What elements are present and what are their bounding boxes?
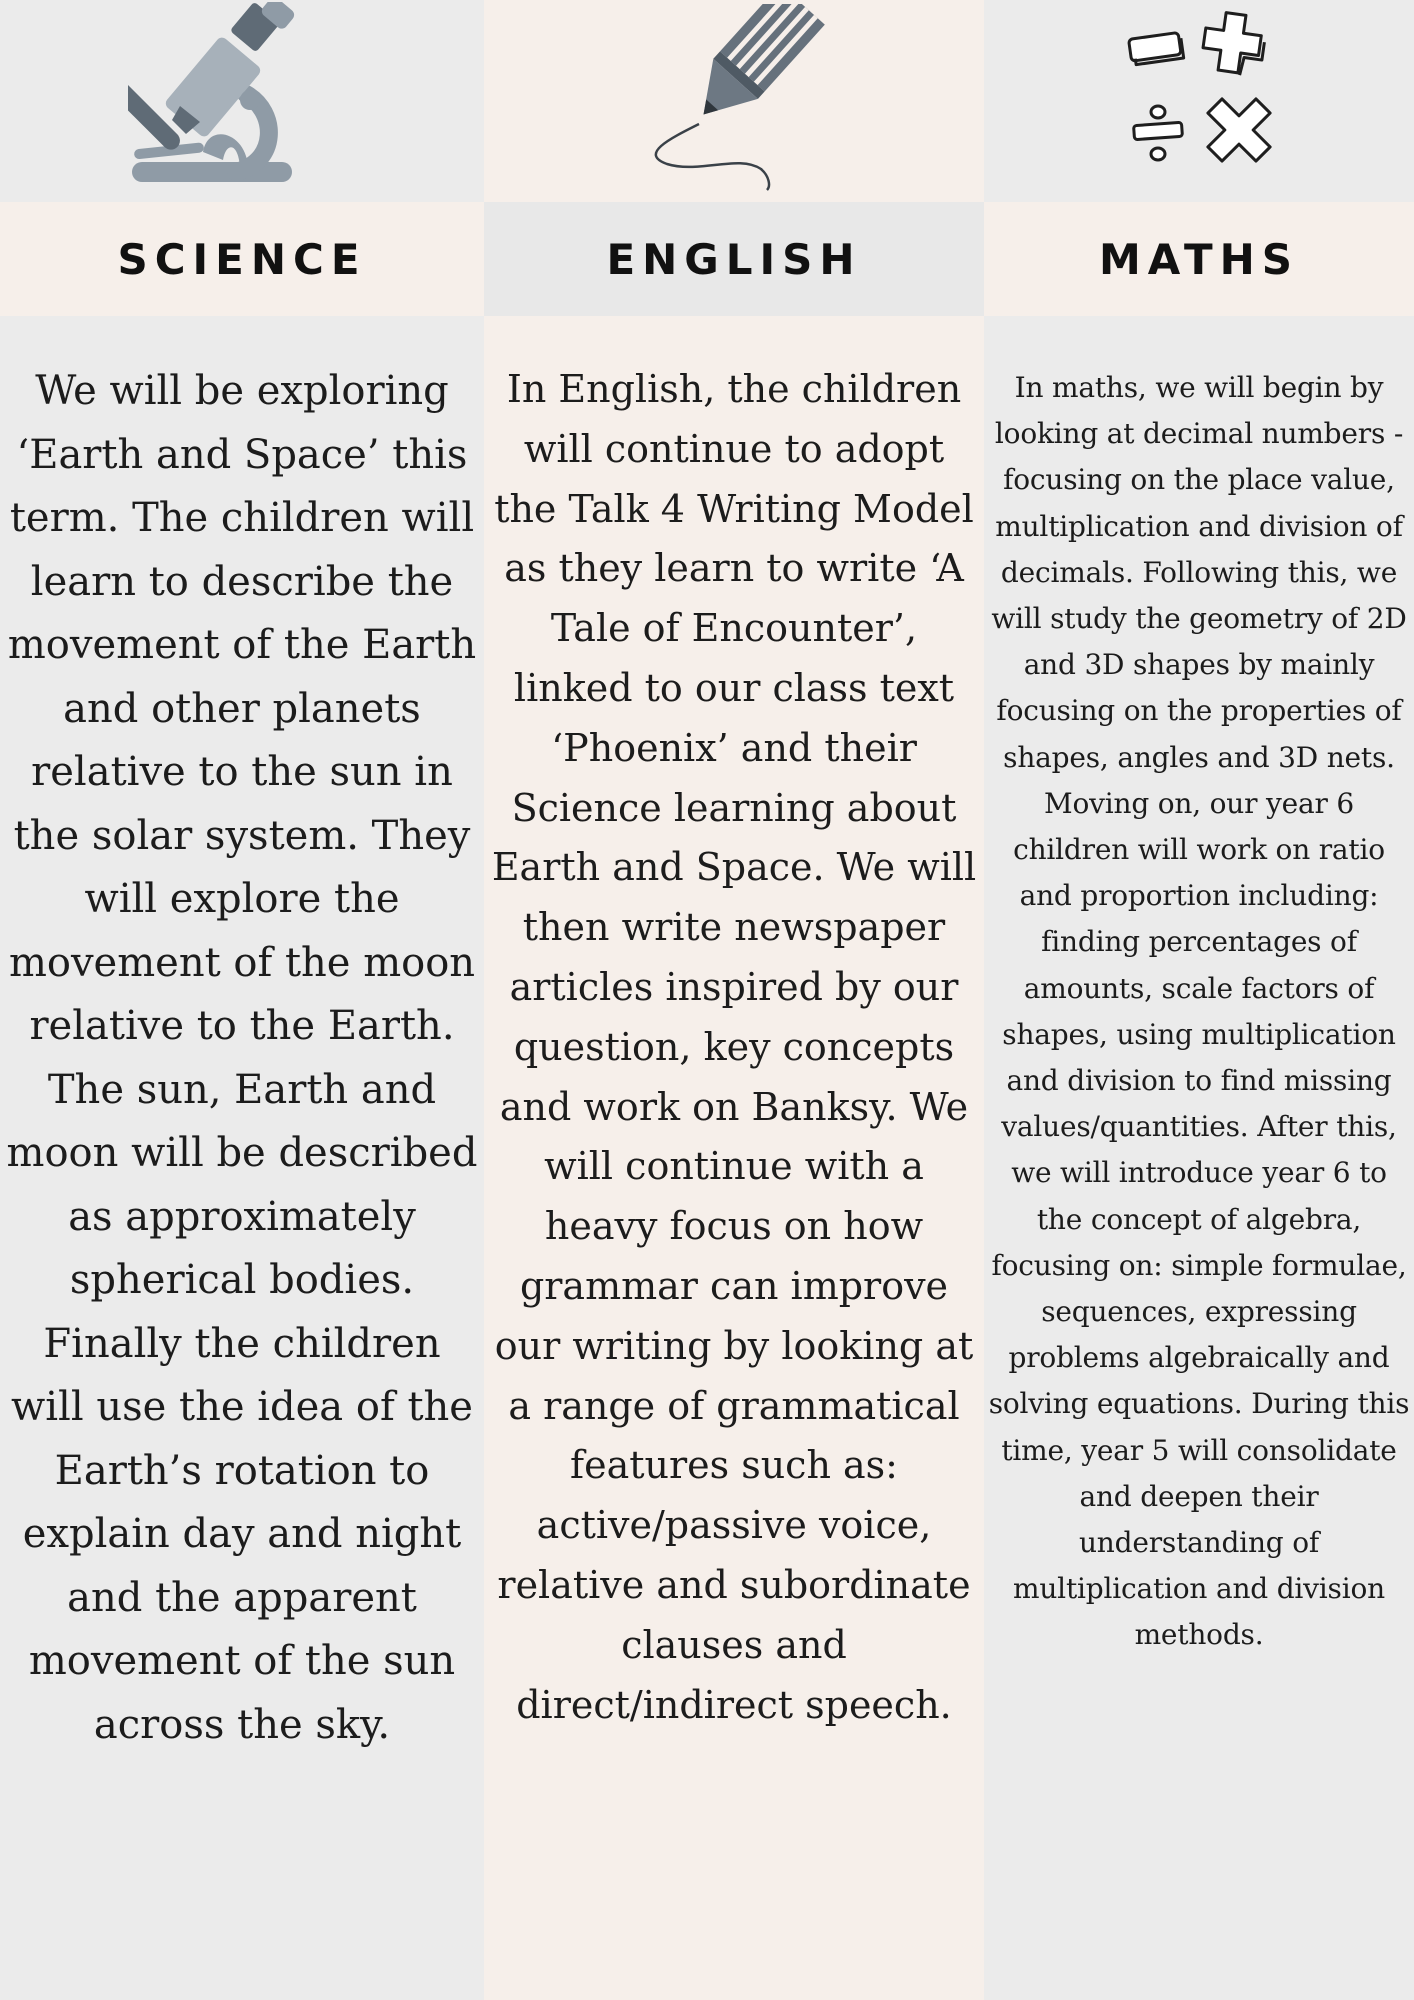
minus-icon (1129, 32, 1184, 65)
science-heading-band (0, 202, 484, 316)
divide-icon (1134, 106, 1183, 160)
science-icon-area (0, 0, 484, 200)
math-operators-icon (1124, 8, 1294, 178)
microscope-icon (128, 2, 308, 187)
maths-column (984, 0, 1414, 2000)
science-column (0, 0, 484, 2000)
plus-icon (1200, 10, 1268, 78)
english-heading: ENGLISH (606, 234, 862, 284)
pencil-icon (639, 4, 829, 194)
english-icon-area (484, 0, 984, 200)
science-heading: SCIENCE (117, 234, 367, 284)
maths-heading: MATHS (1098, 234, 1300, 284)
multiply-icon (1191, 82, 1287, 178)
maths-text: In maths, we will begin by looking at decimal numbers - focusing on the place value, multiplication and division of decimals. Following this, we will study the geometry of 2D and 3D shapes by mainly focusing on the properties of shapes, angles and 3D nets. Moving on, our year 6 children will work on ratio and proportion including: finding percentages of amounts, scale factors of shapes, using multiplication and division to find missing values/quantities. After this, we will introduce year 6 to the concept of algebra, focusing on: simple formulae, sequences, expressing problems algebraically and solving equations. During this time, year 5 will consolidate and deepen their understanding of multiplication and division methods. (988, 371, 1410, 1652)
science-text: We will be exploring ‘Earth and Space’ this term. The children will learn to describe the movement of the Earth and other planets relative to the sun in the solar system. They will explore the movement of the moon relative to the Earth. The sun, Earth and moon will be described as approximately spherical bodies. Finally the children will use the idea of the Earth’s rotation to explain day and night and the apparent movement of the sun across the sky. (6, 368, 478, 1748)
english-text: In English, the children will continue to adopt the Talk 4 Writing Model as they learn to write ‘A Tale of Encounter’, linked to our class text ‘Phoenix’ and their Science learning about Earth and Space. We will then write newspaper articles inspired by our question, key concepts and work on Banksy. We will continue with a heavy focus on how grammar can improve our writing by looking at a range of grammatical features such as: active/passive voice, relative and subordinate clauses and direct/indirect speech. (491, 367, 977, 1727)
maths-icon-area (984, 0, 1414, 200)
english-heading-band (484, 202, 984, 316)
maths-heading-band (984, 202, 1414, 316)
english-column (484, 0, 984, 2000)
